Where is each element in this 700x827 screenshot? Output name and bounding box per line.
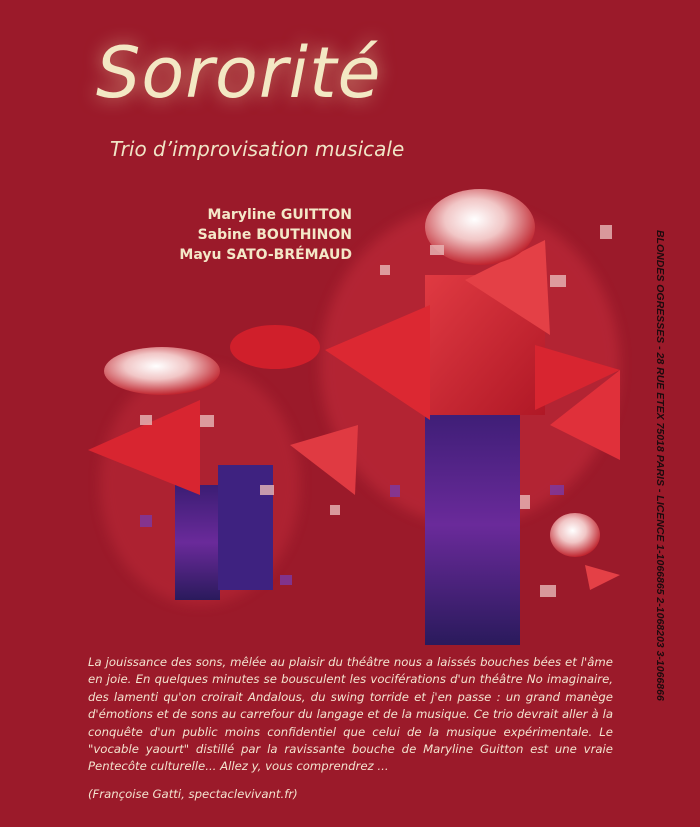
oval-photo <box>550 513 600 557</box>
review-credit: (Françoise Gatti, spectaclevivant.fr) <box>88 787 298 801</box>
collage-fragment <box>550 275 566 287</box>
collage-fragment <box>430 245 444 255</box>
performer-name: Mayu SATO-BRÉMAUD <box>179 247 352 263</box>
red-triangle <box>585 565 620 590</box>
collage-fragment <box>140 515 152 527</box>
collage-fragment <box>550 485 564 495</box>
collage-fragment <box>330 505 340 515</box>
license-text: BLONDES OGRESSES - 28 RUE ETEX 75018 PARIS - LICENCE 1-1066865 2-1068203 3-1066866 <box>654 230 666 701</box>
collage-fragment <box>390 485 400 497</box>
purple-panel <box>218 465 273 590</box>
performer-name: Sabine BOUTHINON <box>197 227 352 243</box>
oval-photo <box>104 347 220 395</box>
collage-fragment <box>200 415 214 427</box>
red-triangle <box>290 425 358 495</box>
collage-fragment <box>540 585 556 597</box>
poster-subtitle: Trio d’improvisation musicale <box>110 137 405 161</box>
collage-fragment <box>380 265 390 275</box>
collage-fragment <box>140 415 152 425</box>
poster-title: Sororité <box>96 32 382 114</box>
performer-name: Maryline GUITTON <box>207 207 352 223</box>
collage-artwork <box>80 185 640 645</box>
collage-fragment <box>520 495 530 509</box>
purple-panel <box>425 405 520 645</box>
purple-panel <box>175 485 220 600</box>
collage-fragment <box>600 225 612 239</box>
collage-fragment <box>280 575 292 585</box>
red-circle <box>230 325 320 369</box>
review-quote: La jouissance des sons, mêlée au plaisir du théâtre nous a laissés bouches bées et l'âme en joie. En quelques minutes se bousculent les vociférations d'un théâtre No imaginaire, des lamenti qu'on croirait Andalous, du swing torride et j'en passe : un grand manège d'émotions et de sons au carrefour du langage et de la musique. Ce trio devrait aller à la conquête d'un public moins confidentiel que celui de la musique expérimentale. Le "vocable yaourt" distillé par la ravissante bouche de Maryline Guitton est une vraie Pentecôte culturelle... Allez y, vous comprendrez ... <box>88 655 613 774</box>
collage-fragment <box>260 485 274 495</box>
